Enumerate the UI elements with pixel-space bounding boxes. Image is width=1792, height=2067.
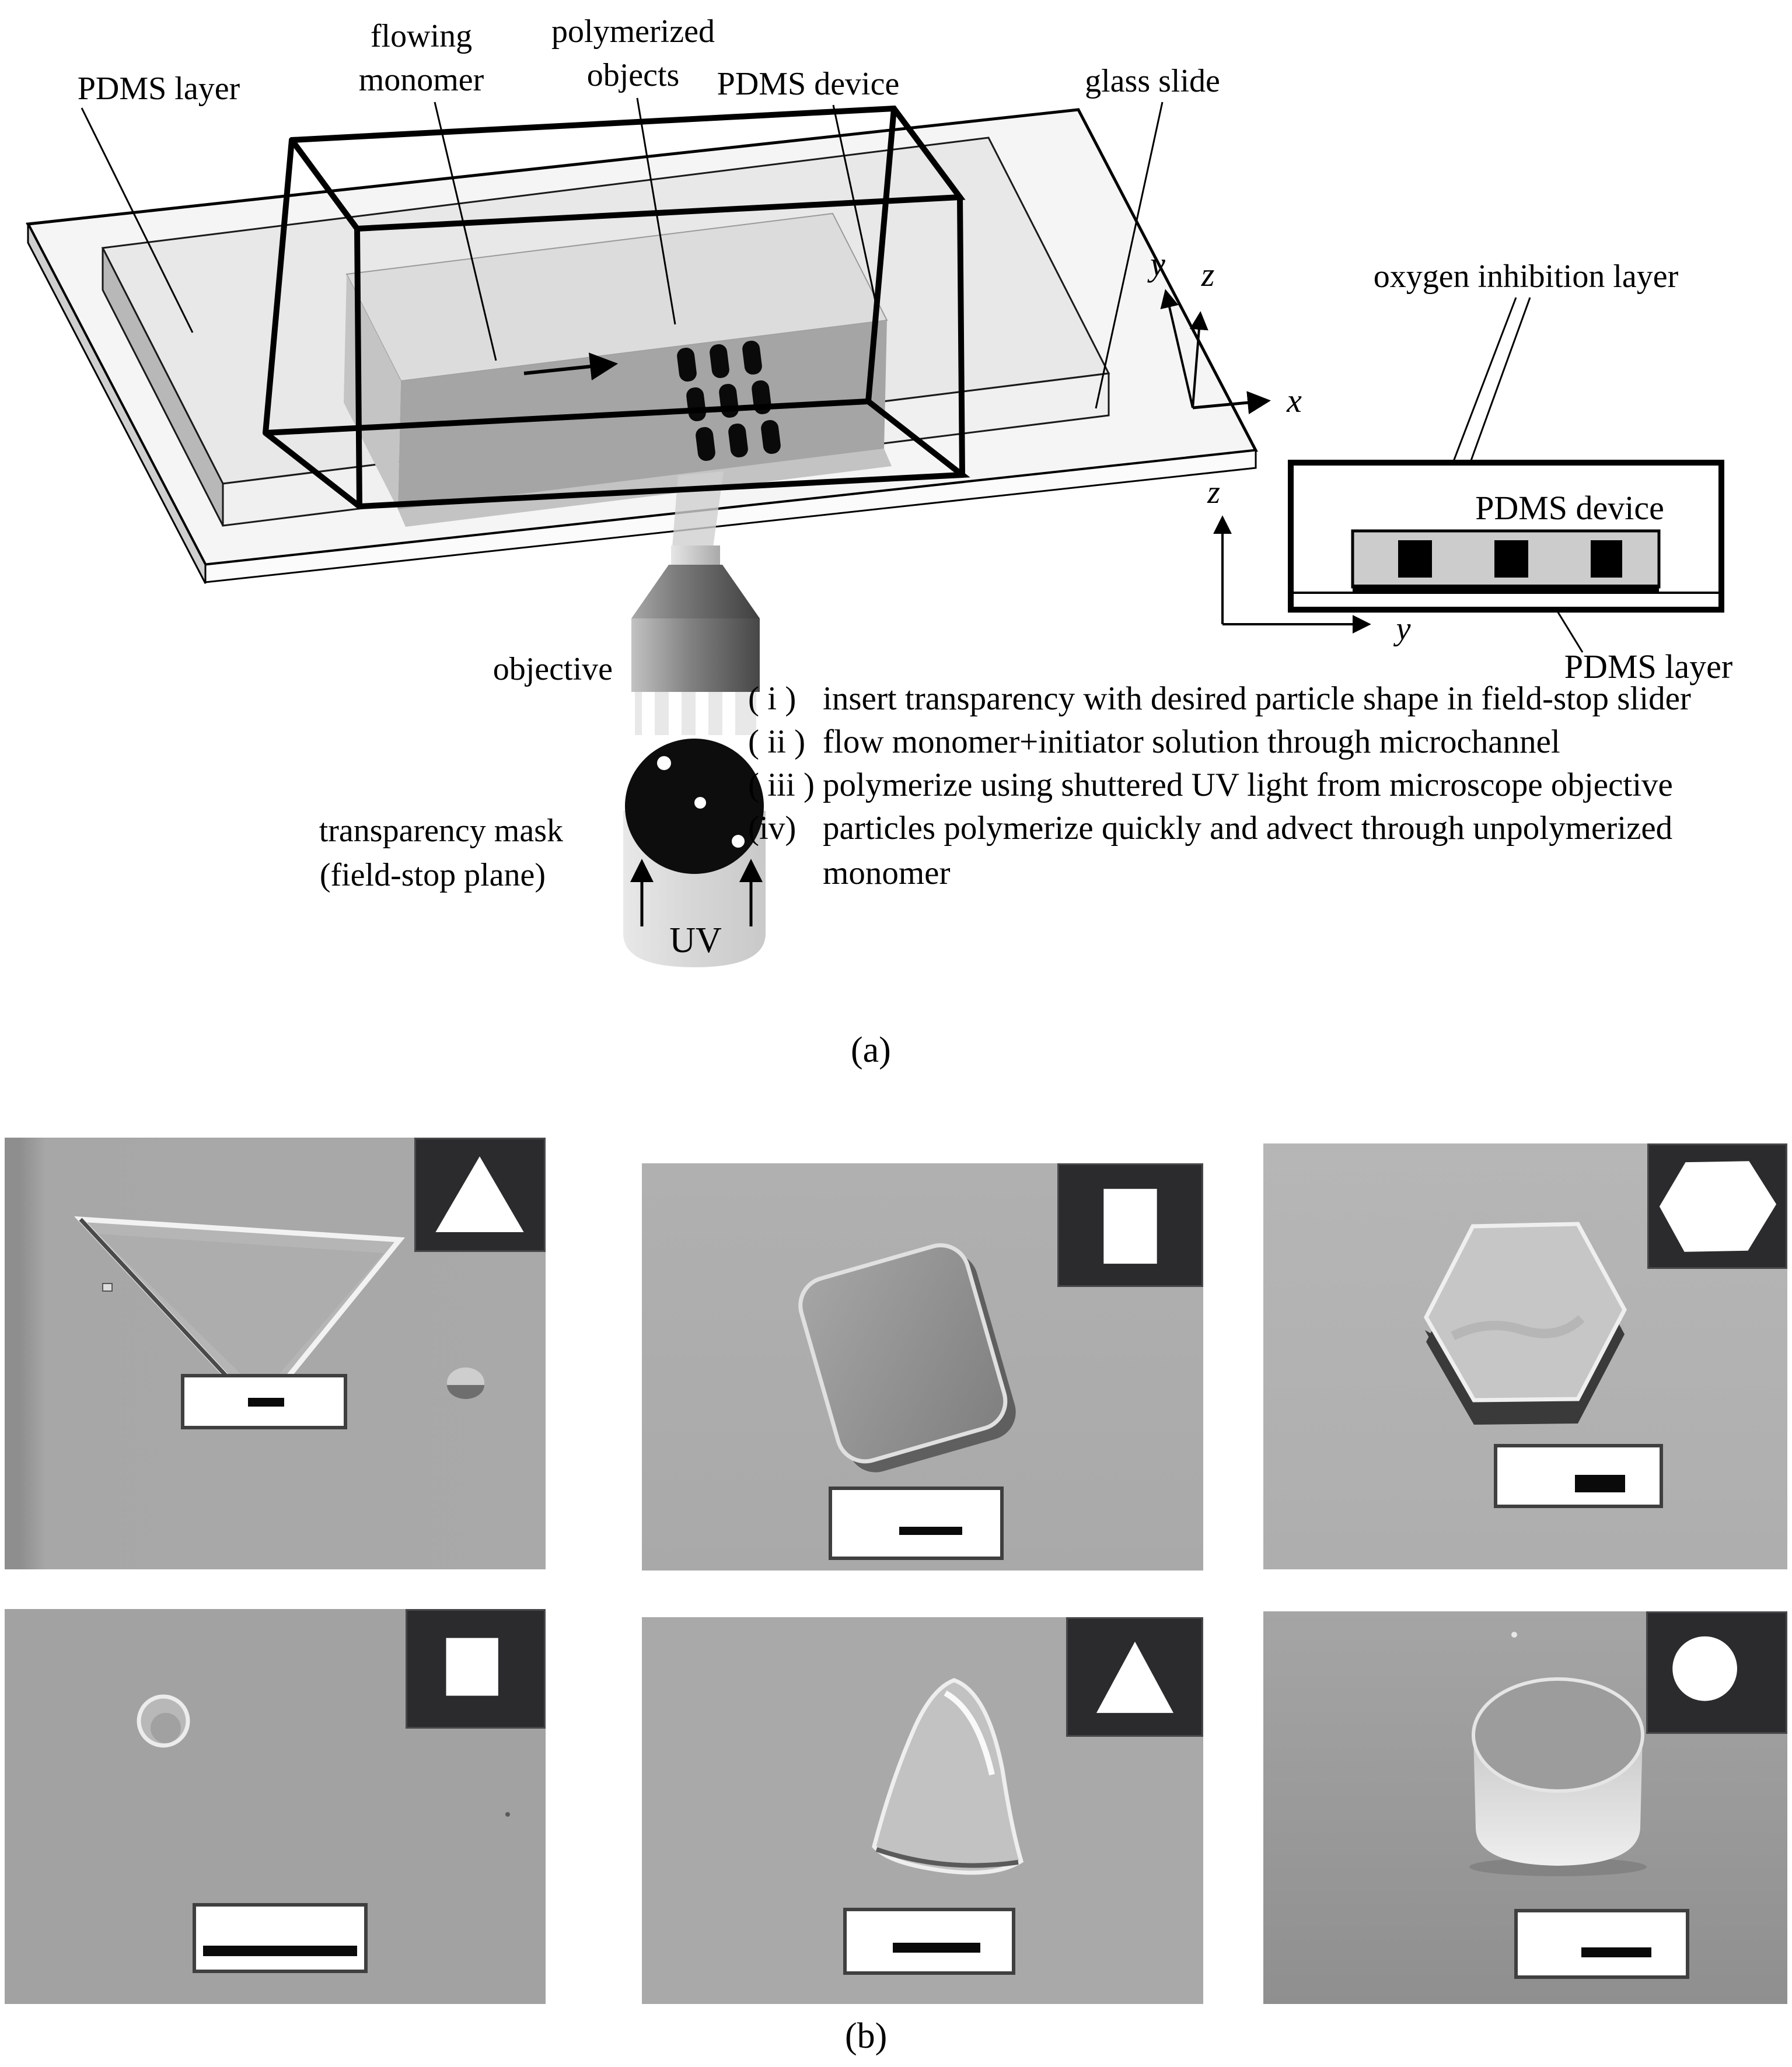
particle-cylinder-top bbox=[1473, 1679, 1643, 1791]
scale-bar bbox=[899, 1527, 962, 1535]
scale-bar-box bbox=[829, 1487, 1004, 1560]
label-oxygen-layer: oxygen inhibition layer bbox=[1373, 258, 1679, 295]
mask-inset bbox=[414, 1138, 546, 1252]
step-4-marker: (iv) bbox=[748, 810, 797, 847]
step-1-marker: ( i ) bbox=[748, 680, 797, 717]
scale-bar-box bbox=[181, 1374, 347, 1429]
step-3-text: polymerize using shuttered UV light from microscope objective bbox=[823, 767, 1673, 803]
micrograph-small-square bbox=[5, 1609, 546, 2004]
label-monomer: monomer bbox=[358, 62, 484, 98]
step-4-text-line2: monomer bbox=[823, 855, 951, 891]
scale-bar bbox=[893, 1943, 980, 1953]
mask-inset-square-icon bbox=[407, 1611, 544, 1727]
mask-inset-hexagon-icon bbox=[1649, 1145, 1786, 1267]
step-1 bbox=[748, 681, 1691, 716]
scale-bar-box bbox=[193, 1903, 368, 1973]
micrograph-rounded-triangle bbox=[642, 1617, 1203, 2004]
uv-label: UV bbox=[669, 921, 722, 960]
label-objects: objects bbox=[586, 57, 680, 93]
mask-inset bbox=[1066, 1617, 1203, 1737]
panel-b-label: (b) bbox=[845, 2016, 888, 2056]
mask-inset-square-icon bbox=[1059, 1165, 1201, 1285]
cross-section-inset bbox=[1207, 463, 1732, 685]
speck bbox=[103, 1283, 112, 1291]
label-pdms-device: PDMS device bbox=[717, 66, 900, 102]
scale-bar-box bbox=[843, 1908, 1015, 1975]
mask-inset bbox=[406, 1609, 546, 1729]
inset-axis-z-label: z bbox=[1207, 474, 1220, 510]
micrograph-hexagon bbox=[1263, 1143, 1787, 1569]
mask-inset bbox=[1057, 1163, 1203, 1287]
label-polymerized: polymerized bbox=[551, 13, 715, 50]
objective-drawing bbox=[623, 545, 766, 967]
particle-wedge bbox=[874, 1680, 1021, 1873]
mask-inset-circle-icon bbox=[1648, 1613, 1786, 1732]
inset-pdms-layer-label: PDMS layer bbox=[1564, 648, 1733, 685]
uv-light-beam bbox=[672, 471, 724, 547]
step-4-text: particles polymerize quickly and advect through unpolymerized bbox=[823, 810, 1673, 847]
step-1-text: insert transparency with desired particle shape in field-stop slider bbox=[823, 680, 1691, 717]
mask-dot bbox=[732, 835, 745, 848]
micrograph-cylinder bbox=[1263, 1611, 1787, 2004]
label-glass-slide: glass slide bbox=[1085, 63, 1220, 99]
step-4 bbox=[748, 811, 1672, 846]
scale-bar-box bbox=[1494, 1444, 1663, 1508]
scale-bar bbox=[1581, 1947, 1651, 1957]
label-field-stop: (field-stop plane) bbox=[319, 857, 546, 893]
axis-z-label: z bbox=[1201, 256, 1215, 293]
objective-body bbox=[631, 618, 760, 692]
micrograph-triangle bbox=[5, 1138, 546, 1569]
mask-dot bbox=[694, 797, 706, 809]
step-2-text: flow monomer+initiator solution through microchannel bbox=[823, 723, 1560, 760]
step-2-marker: ( ii ) bbox=[748, 723, 806, 760]
scale-bar bbox=[203, 1946, 358, 1956]
label-transparency-mask: transparency mask bbox=[319, 813, 563, 849]
step-3 bbox=[748, 768, 1673, 803]
panel-a-label: (a) bbox=[851, 1030, 891, 1070]
scale-bar bbox=[1575, 1475, 1625, 1492]
label-pdms-layer: PDMS layer bbox=[77, 71, 240, 107]
label-objective: objective bbox=[492, 651, 613, 687]
label-flowing: flowing bbox=[370, 18, 473, 54]
mask-inset-triangle-icon bbox=[416, 1139, 544, 1250]
speck bbox=[505, 1812, 510, 1817]
speck bbox=[1511, 1632, 1517, 1638]
transparency-mask-disk bbox=[625, 739, 764, 874]
step-2 bbox=[748, 725, 1560, 760]
mask-inset bbox=[1647, 1143, 1787, 1269]
light-rays bbox=[635, 692, 756, 735]
mask-inset bbox=[1646, 1611, 1787, 1734]
inset-axis-y-label: y bbox=[1396, 611, 1411, 647]
axis-x-label: x bbox=[1287, 382, 1302, 419]
inset-channel bbox=[1494, 540, 1528, 578]
step-3-marker: ( iii ) bbox=[748, 767, 815, 803]
scale-bar bbox=[248, 1398, 284, 1407]
inset-channel bbox=[1398, 540, 1432, 578]
mask-dot bbox=[657, 756, 671, 770]
scale-bar-box bbox=[1514, 1909, 1689, 1979]
inset-pdms-device-label: PDMS device bbox=[1475, 489, 1664, 527]
axis-y-label: y bbox=[1150, 245, 1165, 283]
inset-channel bbox=[1591, 540, 1622, 578]
micrograph-square bbox=[642, 1163, 1203, 1571]
mask-inset-triangle-icon bbox=[1068, 1619, 1201, 1735]
objective-cone bbox=[631, 565, 760, 618]
